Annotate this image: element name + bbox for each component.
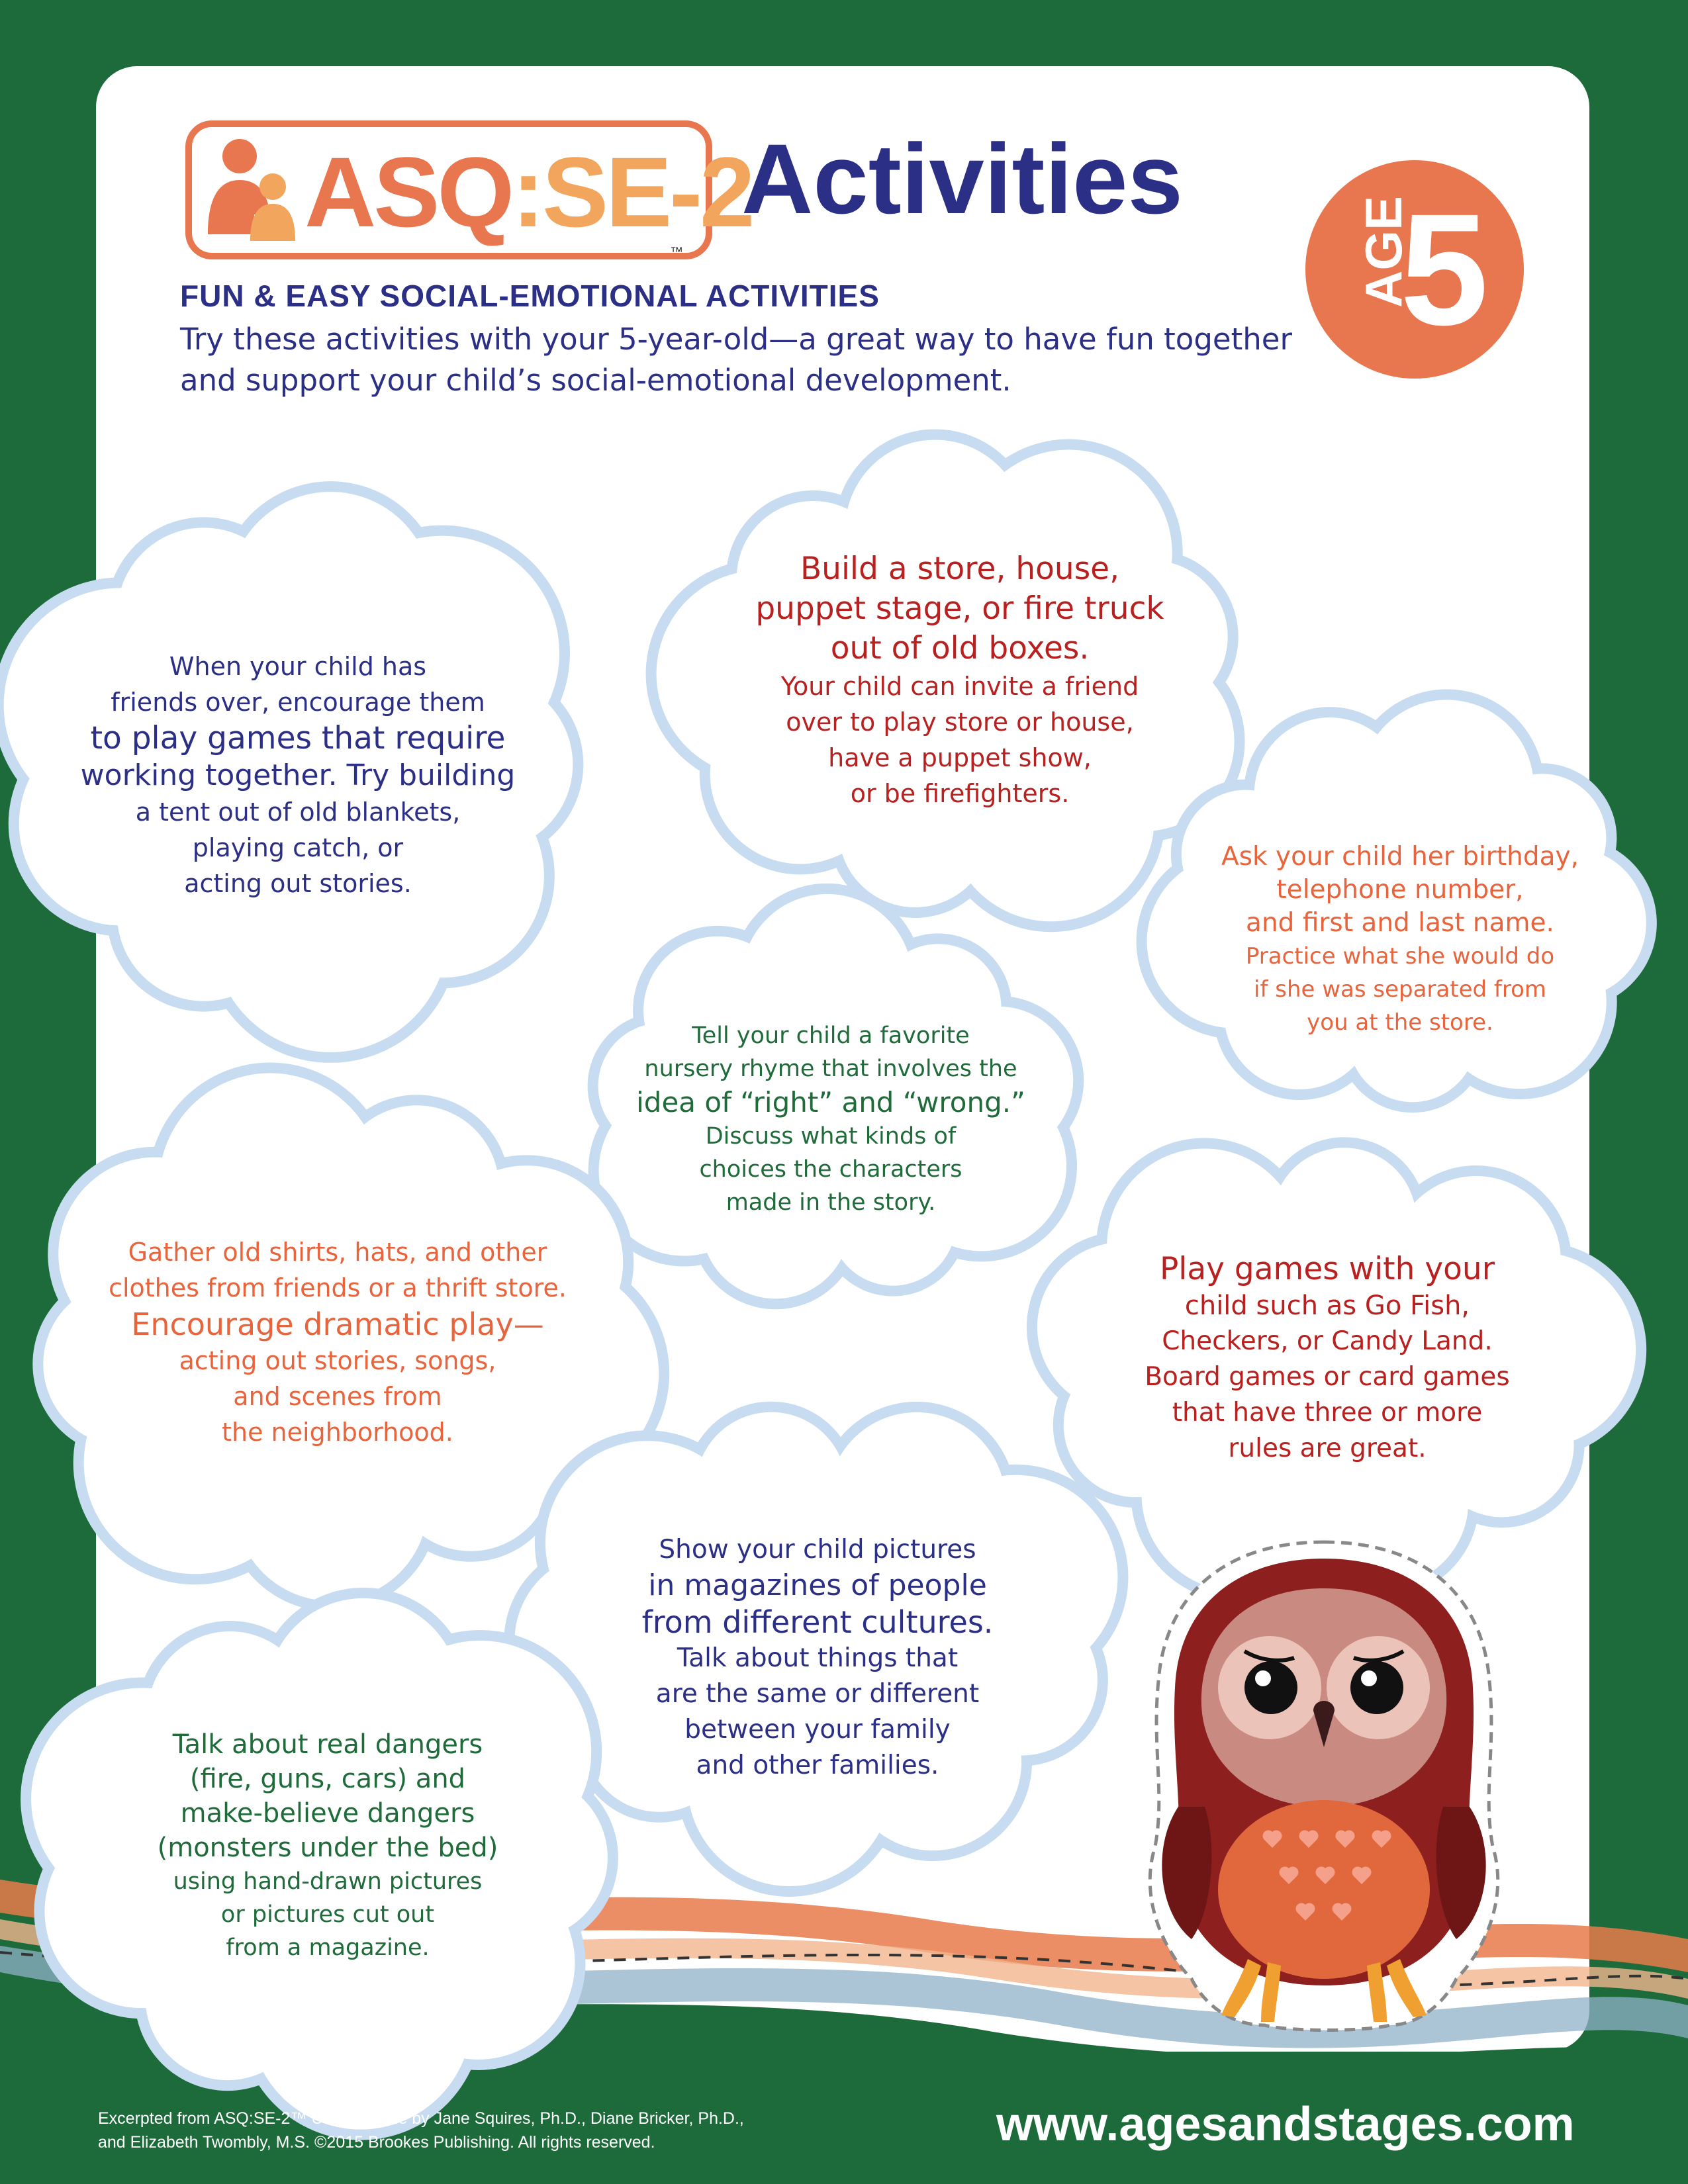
copyright-note	[98, 2107, 744, 2154]
activity-text-line: Gather old shirts, hats, and other	[128, 1238, 547, 1267]
activity-text-line: using hand-drawn pictures	[173, 1868, 483, 1895]
activity-text-line: are the same or different	[655, 1679, 980, 1709]
activity-text-line: from different cultures.	[641, 1604, 994, 1640]
activity-text-line: from a magazine.	[226, 1934, 430, 1961]
activity-text-line: a tent out of old blankets,	[135, 797, 461, 827]
activity-text-line: When your child has	[169, 652, 427, 681]
activity-text-line: or pictures cut out	[220, 1901, 435, 1928]
activity-text-line: make-believe dangers	[180, 1798, 475, 1829]
activity-cloud-cultures	[520, 1413, 1115, 1856]
activity-text-line: telephone number,	[1276, 875, 1524, 905]
activity-text-line: and scenes from	[233, 1382, 442, 1411]
intro-text: Try these activities with your 5-year-old—a great way to have fun together and support your child’s social-emotional development.	[180, 322, 1292, 398]
activity-text-line: Talk about things that	[677, 1643, 959, 1673]
age-number: 5	[1400, 181, 1489, 358]
activity-text-line: Your child can invite a friend	[780, 672, 1139, 701]
activity-text-line: Practice what she would do	[1245, 943, 1555, 970]
activity-text-line: between your family	[684, 1715, 951, 1745]
activity-text-line: you at the store.	[1307, 1009, 1493, 1036]
copyright-line: and Elizabeth Twombly, M.S. ©2015 Brookes Publishing. All rights reserved.	[98, 2133, 655, 2152]
activity-text-line: made in the story.	[726, 1189, 936, 1216]
activity-cloud-birthday	[1162, 721, 1638, 1099]
activity-text-line: acting out stories.	[184, 869, 412, 898]
age-label: AGE	[1354, 195, 1413, 308]
activity-text-line: (fire, guns, cars) and	[189, 1764, 466, 1794]
activity-cloud-teamwork	[36, 510, 559, 1019]
activity-text-line: Build a store, house,	[800, 551, 1120, 587]
activity-cloud-games	[1033, 1152, 1622, 1575]
activity-cloud-boxes	[682, 457, 1238, 907]
activity-text-line: Board games or card games	[1145, 1362, 1510, 1392]
activity-text-line: if she was separated from	[1254, 976, 1546, 1003]
activity-text-line: have a puppet show,	[828, 743, 1092, 772]
activity-text-line: choices the characters	[699, 1156, 962, 1183]
activity-text-line: (monsters under the bed)	[157, 1833, 498, 1863]
owl-illustration	[1112, 1529, 1536, 2038]
activity-text-line: over to play store or house,	[786, 707, 1134, 737]
activity-text-line: in magazines of people	[648, 1569, 987, 1602]
subtitle: FUN & EASY SOCIAL-EMOTIONAL ACTIVITIES	[180, 279, 880, 313]
family-icon	[201, 135, 301, 248]
activity-text-line: the neighborhood.	[222, 1418, 453, 1447]
copyright-line: Excerpted from ASQ:SE-2™ User’s Guide by Jane Squires, Ph.D., Diane Bricker, Ph.D.,	[98, 2109, 744, 2128]
activity-text-line: and other families.	[696, 1751, 939, 1780]
activity-text-line: Show your child pictures	[659, 1535, 976, 1565]
activity-text-line: rules are great.	[1228, 1433, 1427, 1463]
activity-text-line: Ask your child her birthday,	[1221, 842, 1579, 872]
activity-text-line: friends over, encourage them	[111, 688, 485, 717]
activity-text-line: out of old boxes.	[830, 630, 1090, 666]
activity-text-line: and first and last name.	[1246, 908, 1554, 938]
activity-text-line: puppet stage, or fire truck	[755, 590, 1164, 627]
activity-text-line: idea of “right” and “wrong.”	[636, 1086, 1025, 1118]
activity-cloud-dangers	[53, 1615, 602, 2098]
website-link[interactable]: www.agesandstages.com	[996, 2098, 1575, 2151]
activity-text-line: Play games with your	[1159, 1251, 1495, 1287]
activity-text-line: nursery rhyme that involves the	[644, 1056, 1017, 1082]
activity-text-line: working together. Try building	[80, 758, 516, 792]
activity-text-line: Checkers, or Candy Land.	[1162, 1326, 1493, 1356]
activity-text-line: that have three or more	[1172, 1398, 1483, 1428]
activity-text-line: Discuss what kinds of	[705, 1123, 957, 1150]
activity-cloud-rhyme	[592, 920, 1069, 1291]
asq-se2-logo	[185, 120, 753, 259]
activity-text-line: to play games that require	[90, 720, 506, 756]
logo-wordmark: ASQ:SE-2	[305, 136, 753, 248]
activity-text-line: clothes from friends or a thrift store.	[109, 1273, 567, 1302]
page-title: Activities	[741, 123, 1183, 234]
activity-text-line: Encourage dramatic play—	[131, 1306, 544, 1342]
activity-text-line: child such as Go Fish,	[1184, 1291, 1470, 1321]
activity-text-line: acting out stories, songs,	[179, 1346, 496, 1375]
activity-text-line: Talk about real dangers	[172, 1729, 483, 1760]
activity-text-line: Tell your child a favorite	[692, 1023, 970, 1049]
activity-text-line: or be firefighters.	[850, 779, 1070, 808]
trademark-symbol: ™	[670, 245, 683, 259]
activity-text-line: playing catch, or	[192, 833, 404, 862]
